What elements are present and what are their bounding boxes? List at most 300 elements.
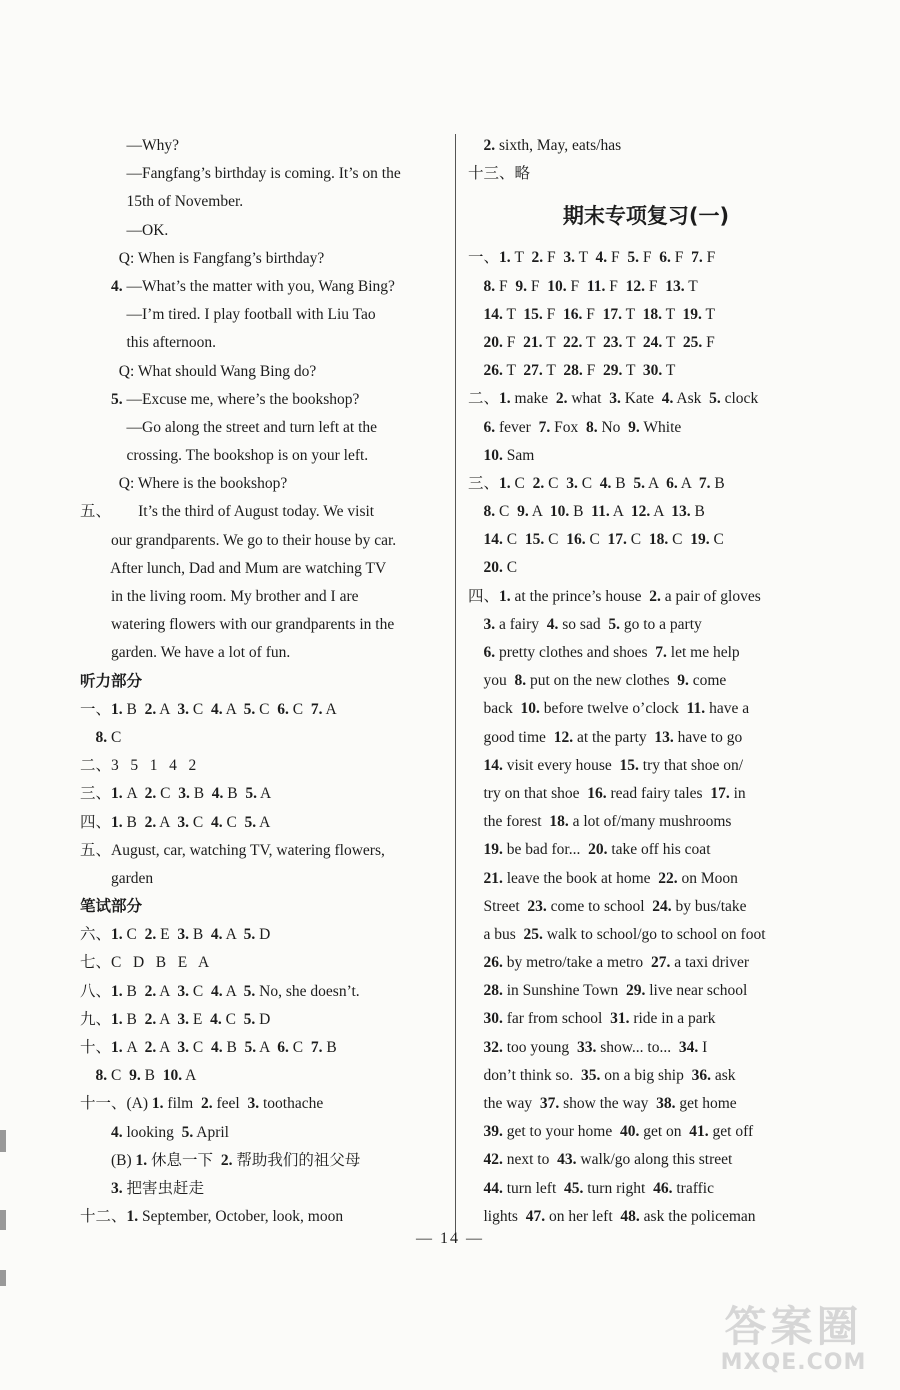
item-number: 43. (557, 1151, 577, 1169)
answer-text: get off (708, 1123, 754, 1141)
answer-text: C (709, 531, 724, 549)
item-number: 9. (628, 418, 640, 436)
answer-text: D (255, 1010, 271, 1028)
answer-text (468, 1010, 484, 1027)
answer-text: B (322, 1039, 337, 1056)
answer-line (468, 1146, 824, 1174)
answer-text: by bus/take (671, 897, 747, 915)
answer-text: F (566, 277, 587, 295)
answer-text: No (597, 418, 629, 436)
answer-text (468, 419, 484, 436)
answer-line (468, 244, 824, 272)
answer-text: 二、3 5 1 4 2 (80, 757, 197, 775)
item-number: 3. (178, 785, 190, 803)
answer-line (468, 1062, 824, 1090)
item-number: 3. (609, 390, 621, 408)
item-number: 10. (162, 1067, 183, 1085)
answer-line (80, 329, 442, 357)
item-number: 5. (243, 926, 256, 944)
answer-text: —I’m tired. I play football with Liu Tao (80, 306, 376, 324)
item-number: 8. (483, 277, 496, 295)
item-number: 25. (523, 925, 543, 943)
answer-line (80, 752, 442, 780)
answer-text: T (542, 362, 564, 380)
answer-text: on Moon (677, 869, 738, 887)
answer-text: A (222, 982, 244, 1000)
answer-line (80, 301, 442, 329)
item-number: 3. (566, 474, 578, 492)
item-number: 2. (531, 249, 544, 267)
answer-text: put on the new clothes (526, 672, 678, 690)
answer-text: C (502, 559, 518, 577)
answer-line (468, 949, 824, 977)
answer-text: T (622, 305, 643, 323)
item-number: 2. (649, 587, 661, 605)
answer-line (80, 132, 442, 160)
answer-line (80, 160, 442, 188)
answer-line (468, 780, 824, 808)
answer-line (468, 1203, 824, 1231)
answer-text: —Fangfang’s birthday is coming. It’s on the (80, 165, 401, 183)
answer-line (80, 273, 442, 301)
answer-text: I (698, 1038, 708, 1056)
answer-line (80, 1147, 442, 1175)
answer-text: 六、 (80, 926, 112, 944)
item-number: 5. (243, 1010, 256, 1028)
answer-text: at the party (573, 728, 655, 746)
answer-text: A (156, 1010, 178, 1028)
answer-text: T (622, 333, 643, 351)
answer-line (468, 1090, 824, 1118)
answer-text (468, 278, 484, 295)
item-number: 6. (659, 249, 671, 267)
answer-text: (B) (80, 1151, 136, 1169)
answer-text: C (544, 531, 567, 549)
answer-text: F (605, 277, 626, 295)
item-number: 15. (619, 756, 639, 774)
item-number: 7. (691, 249, 703, 267)
item-number: 7. (310, 1039, 323, 1056)
item-number: 2. (144, 982, 157, 1000)
item-number: 14. (483, 756, 503, 774)
answer-text: C (510, 474, 533, 492)
answer-text: you (468, 672, 515, 690)
scan-edge-mark (0, 1210, 6, 1230)
answer-text: have a (705, 700, 750, 718)
item-number: 17. (602, 305, 623, 323)
answer-text: show... to... (596, 1038, 679, 1056)
answer-text: ask (711, 1066, 736, 1084)
item-number: 13. (654, 728, 674, 746)
item-number: 1. (111, 1010, 123, 1028)
item-number: 33. (576, 1038, 597, 1056)
answer-text: A (645, 474, 667, 492)
answer-line (468, 836, 824, 864)
item-number: 4. (111, 1123, 123, 1141)
answer-text: 七、C D B E A (80, 954, 210, 972)
answer-text: 休息一下 (147, 1151, 221, 1169)
answer-line (468, 498, 824, 526)
answer-text: the way (468, 1095, 540, 1112)
item-number: 28. (483, 982, 503, 1000)
answer-line (80, 188, 442, 216)
answer-text: A (256, 813, 271, 831)
answer-text: B (569, 503, 592, 521)
answer-text: so sad (558, 615, 609, 633)
scan-edge-mark (0, 1270, 6, 1286)
answer-line (80, 245, 442, 273)
answer-text: After lunch, Dad and Mum are watching TV (80, 559, 387, 577)
answer-text (468, 559, 484, 576)
item-number: 5. (243, 700, 256, 718)
answer-text: B (140, 1067, 163, 1085)
item-number: 17. (607, 531, 627, 549)
item-number: 29. (625, 982, 646, 1000)
answer-line (468, 611, 824, 639)
answer-text: toothache (259, 1095, 324, 1113)
answer-text (80, 391, 111, 408)
item-number: 9. (517, 503, 529, 521)
answer-line (468, 301, 824, 329)
answer-text: A (222, 926, 244, 944)
item-number: 48. (620, 1207, 640, 1225)
item-number: 20. (483, 333, 503, 351)
item-number: 2. (201, 1095, 213, 1113)
answer-text: pretty clothes and shoes (495, 644, 656, 661)
answer-line (80, 949, 442, 977)
answer-text: go to a party (619, 615, 702, 633)
item-number: 1. (499, 390, 511, 408)
answer-line (80, 1006, 442, 1034)
answer-text (468, 982, 484, 999)
answer-text (468, 954, 484, 971)
answer-text: too young (502, 1038, 577, 1056)
answer-text: a pair of gloves (660, 587, 761, 605)
answer-line (468, 1118, 824, 1146)
item-number: 5. (244, 813, 257, 831)
answer-text: feel (212, 1095, 248, 1113)
answer-text: F (527, 277, 548, 295)
item-number: 29. (602, 362, 623, 380)
item-number: 10. (483, 446, 503, 464)
answer-text: B (222, 1039, 245, 1056)
item-number: 3. (111, 1179, 123, 1197)
item-number: 6. (666, 474, 678, 492)
answer-text: April (193, 1123, 229, 1141)
answer-text: T (662, 362, 676, 380)
answer-text: before twelve o’clock (539, 700, 687, 718)
item-number: 40. (619, 1123, 640, 1141)
item-number: 3. (563, 249, 575, 267)
answer-text: C (222, 813, 245, 831)
item-number: 4. (599, 474, 612, 492)
item-number: 11. (686, 700, 706, 718)
item-number: 18. (549, 813, 569, 831)
answer-text: Q: Where is the bookshop? (80, 475, 288, 493)
answer-text: C (188, 813, 211, 831)
answer-text: T (701, 305, 715, 323)
answer-text: 一、 (80, 700, 112, 718)
answer-text: C (668, 531, 691, 549)
answer-text: C (122, 926, 145, 944)
answer-line (80, 470, 442, 498)
answer-text: 四、 (468, 587, 500, 605)
answer-text: have to go (673, 728, 743, 746)
item-number: 13. (665, 277, 685, 295)
answer-text: F (502, 333, 524, 351)
answer-line (468, 1175, 824, 1203)
item-number: 5. (181, 1123, 194, 1141)
answer-text: T (684, 277, 698, 295)
answer-text: B (122, 1010, 145, 1028)
answer-text: F (495, 277, 516, 295)
watermark-logo-text: 答案圈 (724, 1302, 863, 1351)
answer-line (80, 1090, 442, 1118)
item-number: 3. (177, 1039, 189, 1056)
answer-line (80, 893, 442, 921)
answer-text: F (702, 249, 716, 267)
answer-text: September, October, look, moon (138, 1208, 344, 1226)
answer-text (468, 503, 484, 520)
answer-text: let me help (666, 644, 740, 661)
item-number: 10. (547, 277, 567, 295)
item-number: 4. (210, 982, 223, 1000)
answer-text: 三、 (468, 474, 500, 492)
answer-text: C (585, 531, 608, 549)
answer-text: F (582, 362, 603, 380)
item-number: 8. (95, 728, 108, 746)
item-number: 1. (499, 587, 511, 605)
item-number: 18. (648, 531, 669, 549)
item-number: 27. (523, 362, 543, 380)
answer-text (80, 729, 96, 746)
item-number: 8. (95, 1067, 108, 1085)
answer-line (468, 865, 824, 893)
answer-text: traffic (672, 1179, 714, 1197)
answer-text: get on (639, 1123, 690, 1141)
answer-text (468, 1039, 484, 1056)
item-number: 30. (642, 362, 663, 380)
item-number: 3. (177, 813, 189, 831)
item-number: 6. (277, 1039, 289, 1056)
answer-line (80, 865, 442, 893)
answer-text: 十二、 (80, 1208, 127, 1226)
item-number: 2. (144, 813, 157, 831)
answer-text: walk/go along this street (576, 1151, 733, 1169)
item-number: 5. (608, 615, 620, 633)
item-number: 25. (682, 333, 703, 351)
answer-line (80, 386, 442, 414)
answer-text: 二、 (468, 390, 500, 408)
answer-text: B (611, 474, 634, 492)
answer-text: —OK. (80, 221, 169, 239)
section-heading: 期末专项复习(一) (562, 204, 730, 229)
answer-text: show the way (559, 1095, 657, 1112)
answer-line (468, 385, 824, 413)
answer-text: D (255, 926, 271, 944)
answer-text (468, 447, 484, 464)
answer-text: A (156, 813, 178, 831)
answer-text: far from school (502, 1010, 611, 1028)
answer-text: crossing. The bookshop is on your left. (80, 447, 369, 465)
answer-text: T (502, 362, 524, 380)
item-number: 1. (111, 700, 123, 718)
answer-text (468, 1123, 484, 1140)
item-number: 19. (483, 841, 503, 859)
answer-line (468, 329, 824, 357)
answer-text: T (502, 305, 524, 323)
item-number: 2. (220, 1151, 233, 1169)
left-column (80, 132, 442, 1231)
answer-line (468, 977, 824, 1005)
item-number: 45. (564, 1179, 584, 1197)
answer-text: Sam (502, 446, 535, 464)
item-number: 4. (210, 1010, 222, 1028)
answer-text: the forest (468, 813, 550, 831)
answer-text: in the living room. My brother and I are (80, 588, 359, 605)
item-number: 13. (671, 503, 691, 521)
item-number: 12. (553, 728, 574, 746)
answer-text: T (542, 333, 564, 351)
answer-text: T (622, 362, 643, 380)
item-number: 6. (277, 700, 289, 718)
answer-line (468, 724, 824, 752)
answer-line (468, 273, 824, 301)
item-number: 18. (642, 305, 662, 323)
answer-text: C (495, 503, 518, 521)
answer-text: fever (495, 418, 539, 436)
answer-text: 五、August, car, watching TV, watering flowers, (80, 841, 385, 859)
item-number: 4. (210, 1039, 223, 1056)
answer-text: a taxi driver (670, 954, 750, 972)
item-number: 20. (483, 559, 503, 577)
answer-text: a bus (468, 925, 524, 943)
item-number: 10. (549, 503, 570, 521)
item-number: 4. (211, 785, 224, 803)
item-number: 7. (538, 418, 551, 436)
answer-line (468, 752, 824, 780)
item-number: 8. (483, 503, 496, 521)
item-number: 11. (591, 503, 610, 521)
answer-line (80, 978, 442, 1006)
answer-text: A (222, 700, 244, 718)
item-number: 14. (483, 305, 503, 323)
item-number: 4. (210, 700, 223, 718)
answer-text: C (255, 700, 278, 718)
answer-text: at the prince’s house (510, 587, 650, 605)
answer-line (80, 217, 442, 245)
answer-line (468, 1034, 824, 1062)
item-number: 笔试部分 (80, 898, 143, 916)
answer-text: this afternoon. (80, 334, 217, 352)
answer-text: next to (502, 1151, 558, 1169)
answer-text: C (107, 1067, 130, 1085)
item-number: 听力部分 (80, 672, 143, 690)
answer-text: A (156, 700, 178, 718)
answer-text: in (729, 784, 746, 802)
item-number: 19. (682, 305, 702, 323)
answer-text: —What’s the matter with you, Wang Bing? (122, 277, 395, 295)
item-number: 4. (210, 926, 223, 944)
answer-line (80, 639, 442, 667)
answer-text: A (156, 982, 178, 1000)
item-number: 1. (111, 982, 123, 1000)
answer-text: F (582, 305, 603, 323)
answer-line (80, 1034, 442, 1062)
item-number: 16. (563, 305, 583, 323)
answer-text: by metro/take a metro (502, 954, 651, 972)
answer-text: B (223, 785, 246, 803)
answer-text: E (156, 926, 178, 944)
item-number: 9. (677, 672, 689, 690)
right-column (468, 132, 824, 1231)
answer-text: Ask (673, 390, 710, 408)
item-number: 8. (585, 418, 598, 436)
answer-text: good time (468, 728, 554, 746)
answer-text: try on that shoe (468, 784, 588, 802)
item-number: 6. (483, 418, 496, 436)
answer-text: T (510, 249, 532, 267)
answer-line (80, 611, 442, 639)
answer-text (468, 644, 484, 661)
answer-line (80, 442, 442, 470)
item-number: 6. (483, 644, 496, 661)
answer-text: 八、 (80, 982, 112, 1000)
item-number: 5. (627, 249, 640, 267)
answer-line (468, 667, 824, 695)
answer-text: get to your home (502, 1123, 620, 1141)
item-number: 28. (563, 362, 583, 380)
answer-line (468, 695, 824, 723)
item-number: 32. (483, 1038, 503, 1056)
answer-text: in Sunshine Town (502, 982, 626, 1000)
item-number: 5. (709, 390, 721, 408)
answer-text: E (188, 1010, 211, 1028)
item-number: 3. (247, 1095, 260, 1113)
answer-text: sixth, May, eats/has (495, 137, 622, 154)
item-number: 3. (483, 615, 496, 633)
answer-text (468, 1151, 484, 1168)
item-number: 4. (546, 615, 559, 633)
answer-line (80, 527, 442, 555)
column-divider (455, 134, 456, 1234)
answer-text: ask the policeman (639, 1207, 756, 1225)
answer-line (80, 837, 442, 865)
answer-text: live near school (645, 982, 748, 1000)
item-number: 1. (151, 1095, 164, 1113)
answer-text: F (639, 249, 660, 267)
answer-text: Q: When is Fangfang’s birthday? (80, 249, 325, 267)
answer-text: Street (468, 897, 528, 915)
answer-text: 帮助我们的祖父母 (232, 1151, 361, 1169)
scan-edge-mark (0, 1130, 6, 1152)
answer-line (468, 470, 824, 498)
answer-text: B (189, 785, 212, 803)
answer-text: C (188, 700, 211, 718)
item-number: 8. (514, 672, 527, 690)
answer-text: B (122, 700, 145, 718)
right-column-answers (468, 244, 824, 1231)
item-number: 9. (515, 277, 527, 295)
item-number: 1. (135, 1151, 148, 1169)
answer-text: A (322, 700, 337, 718)
answer-text: film (163, 1095, 201, 1113)
item-number: 12. (630, 503, 651, 521)
answer-text: A (677, 474, 699, 492)
item-number: 20. (588, 841, 608, 859)
item-number: 4. (210, 813, 223, 831)
item-number: 5. (244, 1039, 257, 1056)
